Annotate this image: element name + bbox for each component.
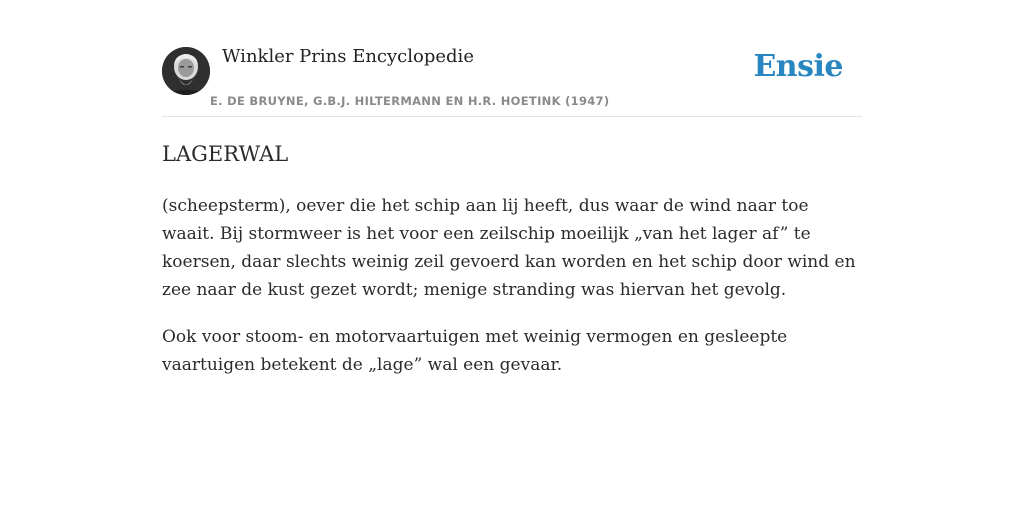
source-header — [162, 0, 862, 117]
source-authors: E. DE BRUYNE, G.B.J. HILTERMANN EN H.R. HOETINK (1947) — [210, 94, 610, 108]
article-headword: LAGERWAL — [162, 142, 289, 166]
page — [162, 0, 862, 375]
author-portrait-icon — [162, 47, 210, 95]
author-portrait-avatar[interactable] — [162, 47, 210, 95]
article-body — [162, 192, 862, 398]
ensie-logo-link[interactable]: Ensie — [753, 49, 843, 84]
article-paragraph: (scheepsterm), oever die het schip aan lij heeft, dus waar de wind naar toe waait. Bij stormweer is het voor een zeilschip moeilijk „van het lager af” te koersen, daar slechts weinig zeil gevoerd kan worden en het schip door wind en zee naar de kust gezet wordt; menige stranding was hiervan het gevolg. — [162, 196, 856, 300]
article-paragraph: Ook voor stoom- en motorvaartuigen met weinig vermogen en gesleepte vaartuigen betekent de „lage” wal een gevaar. — [162, 327, 788, 375]
source-title[interactable]: Winkler Prins Encyclopedie — [222, 46, 474, 67]
